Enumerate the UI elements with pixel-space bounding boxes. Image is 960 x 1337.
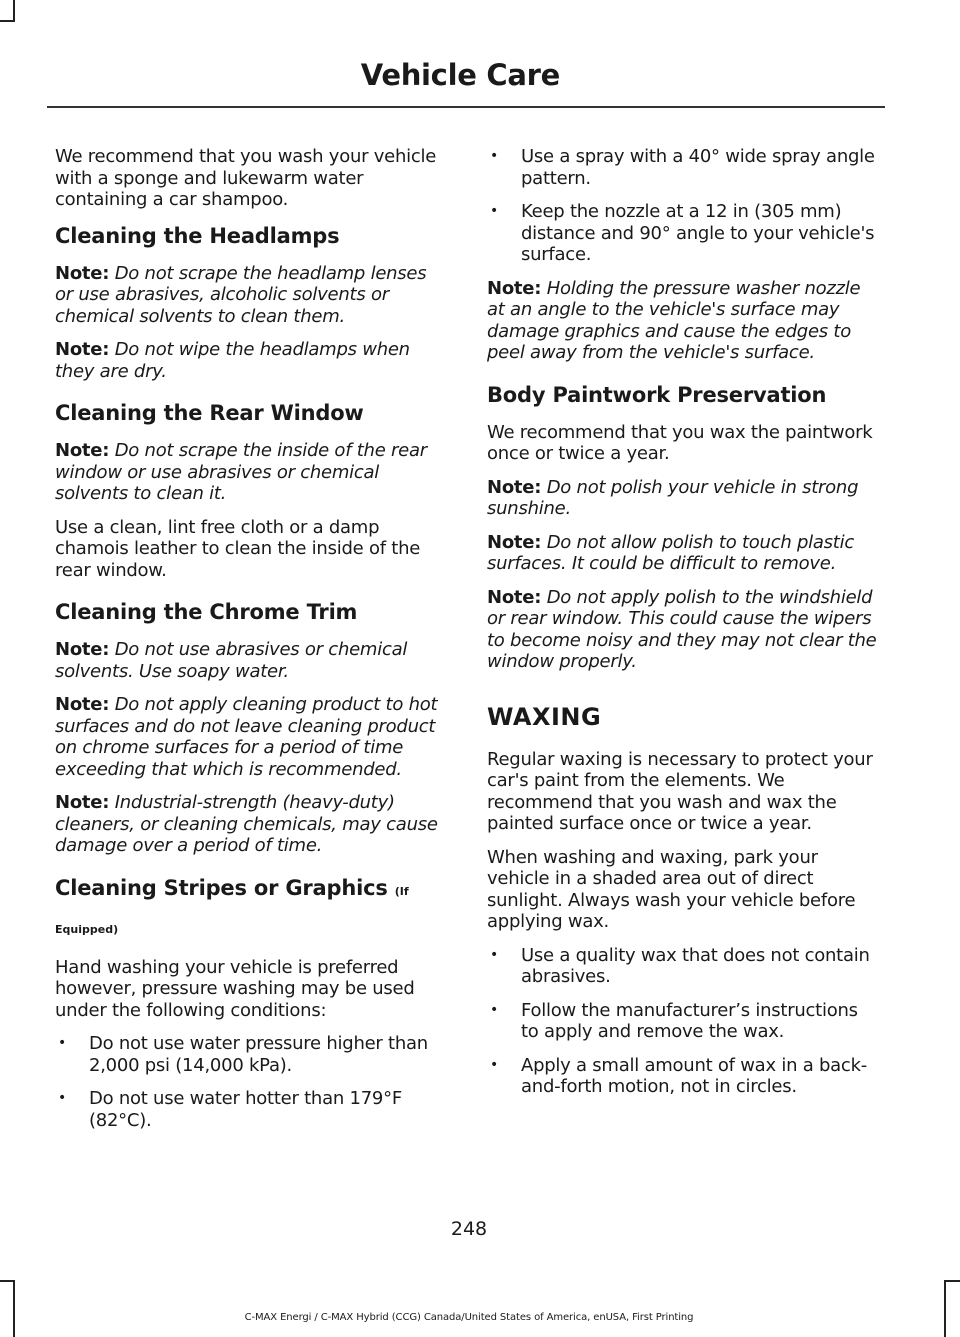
- note-paintwork-2: [487, 532, 879, 575]
- heading-paintwork: Body Paintwork Preservation: [487, 382, 827, 407]
- note-label: Note:: [55, 339, 110, 360]
- waxing-paragraph: When washing and waxing, park your vehicle in a shaded area out of direct sunlight. Always wash your vehicle before applying wax.: [487, 846, 856, 932]
- note-text: Do not allow polish to touch plastic surfaces. It could be difficult to remove.: [487, 531, 855, 574]
- note-text: Do not apply polish to the windshield or rear window. This could cause the wipers to become noisy and they may not clear the window properly.: [487, 586, 877, 672]
- note-chrome-2: [55, 694, 447, 780]
- note-text: Do not wipe the headlamps when they are dry.: [55, 339, 410, 382]
- heading-waxing: WAXING: [487, 702, 602, 731]
- intro-paragraph: We recommend that you wash your vehicle with a sponge and lukewarm water containing a car shampoo.: [55, 146, 437, 210]
- paintwork-body: We recommend that you wax the paintwork once or twice a year.: [487, 421, 873, 464]
- heading-headlamps: Cleaning the Headlamps: [55, 223, 340, 248]
- heading-chrome-trim: Cleaning the Chrome Trim: [55, 600, 358, 624]
- note-label: Note:: [55, 792, 110, 813]
- note-text: Do not polish your vehicle in strong sunshine.: [487, 476, 859, 519]
- heading-suffix: (If: [394, 884, 409, 898]
- stripes-body: Hand washing your vehicle is preferred however, pressure washing may be used under the following conditions:: [55, 956, 415, 1021]
- note-text: Do not apply cleaning product to hot surfaces and do not leave cleaning product on chrome surfaces for a period of time exceeding that which is recommended.: [55, 694, 438, 780]
- list-item: • Follow the manufacturer’s instructions to apply and remove the wax.: [487, 1000, 879, 1043]
- header-rule: [47, 106, 885, 108]
- note-headlamps-2: [55, 339, 447, 382]
- list-item: • Use a spray with a 40° wide spray angle pattern.: [487, 146, 879, 189]
- note-label: Note:: [55, 262, 110, 284]
- heading-rear-window: Cleaning the Rear Window: [55, 401, 364, 425]
- note-paintwork-1: [487, 477, 879, 520]
- note-nozzle: [487, 278, 879, 364]
- heading-stripes-graphics: [55, 875, 447, 943]
- note-text: Do not scrape the inside of the rear window or use abrasives or chemical solvents to clean it.: [55, 440, 427, 504]
- note-label: Note:: [55, 639, 110, 660]
- left-column: [55, 146, 447, 1143]
- crop-mark: [13, 0, 15, 22]
- list-item: • Apply a small amount of wax in a back-and-forth motion, not in circles.: [487, 1055, 879, 1098]
- list-item: • Do not use water pressure higher than 2,000 psi (14,000 kPa).: [55, 1033, 447, 1076]
- note-text: Do not scrape the headlamp lenses or use abrasives, alcoholic solvents or chemical solvents to clean them.: [55, 262, 427, 327]
- note-label: Note:: [55, 440, 110, 461]
- note-label: Note:: [487, 586, 542, 608]
- crop-mark: [944, 1280, 960, 1282]
- spray-bullet-list: [487, 146, 879, 266]
- note-headlamps-1: [55, 263, 447, 328]
- note-chrome-1: [55, 639, 447, 682]
- list-item: • Keep the nozzle at a 12 in (305 mm) distance and 90° angle to your vehicle's surface.: [487, 201, 879, 266]
- crop-mark: [13, 1280, 15, 1337]
- note-text: Do not use abrasives or chemical solvents. Use soapy water.: [55, 639, 408, 682]
- note-paintwork-3: [487, 587, 879, 673]
- note-text: Industrial-strength (heavy-duty) cleaners, or cleaning chemicals, may cause damage over a period of time.: [55, 792, 438, 856]
- list-item: • Use a quality wax that does not contain abrasives.: [487, 945, 879, 988]
- list-item: • Do not use water hotter than 179°F (82°C).: [55, 1088, 447, 1131]
- right-column: [487, 146, 879, 1110]
- note-label: Note:: [55, 694, 110, 715]
- note-rear-window-1: [55, 440, 447, 505]
- heading-suffix: Equipped): [55, 922, 119, 936]
- note-label: Note:: [487, 531, 542, 553]
- waxing-bullet-list: [487, 945, 879, 1098]
- page-number: 248: [450, 1218, 488, 1240]
- heading-stripes-text: Cleaning Stripes or Graphics: [55, 875, 388, 900]
- crop-mark: [944, 1280, 946, 1337]
- crop-mark: [0, 20, 15, 22]
- page-header-title: Vehicle Care: [360, 58, 560, 92]
- note-text: Holding the pressure washer nozzle at an angle to the vehicle's surface may damage graphics and cause the edges to peel away from the vehicle's surface.: [487, 277, 861, 363]
- crop-mark: [0, 1280, 15, 1282]
- note-label: Note:: [487, 277, 542, 299]
- footer-text: C-MAX Energi / C-MAX Hybrid (CCG) Canada/United States of America, enUSA, First Printing: [244, 1312, 694, 1323]
- note-label: Note:: [487, 476, 542, 498]
- note-chrome-3: [55, 792, 447, 857]
- stripes-bullet-list: [55, 1033, 447, 1131]
- rear-window-body: Use a clean, lint free cloth or a damp chamois leather to clean the inside of the rear window.: [55, 516, 421, 581]
- waxing-paragraph: Regular waxing is necessary to protect your car's paint from the elements. We recommend that you wash and wax the painted surface once or twice a year.: [487, 748, 873, 834]
